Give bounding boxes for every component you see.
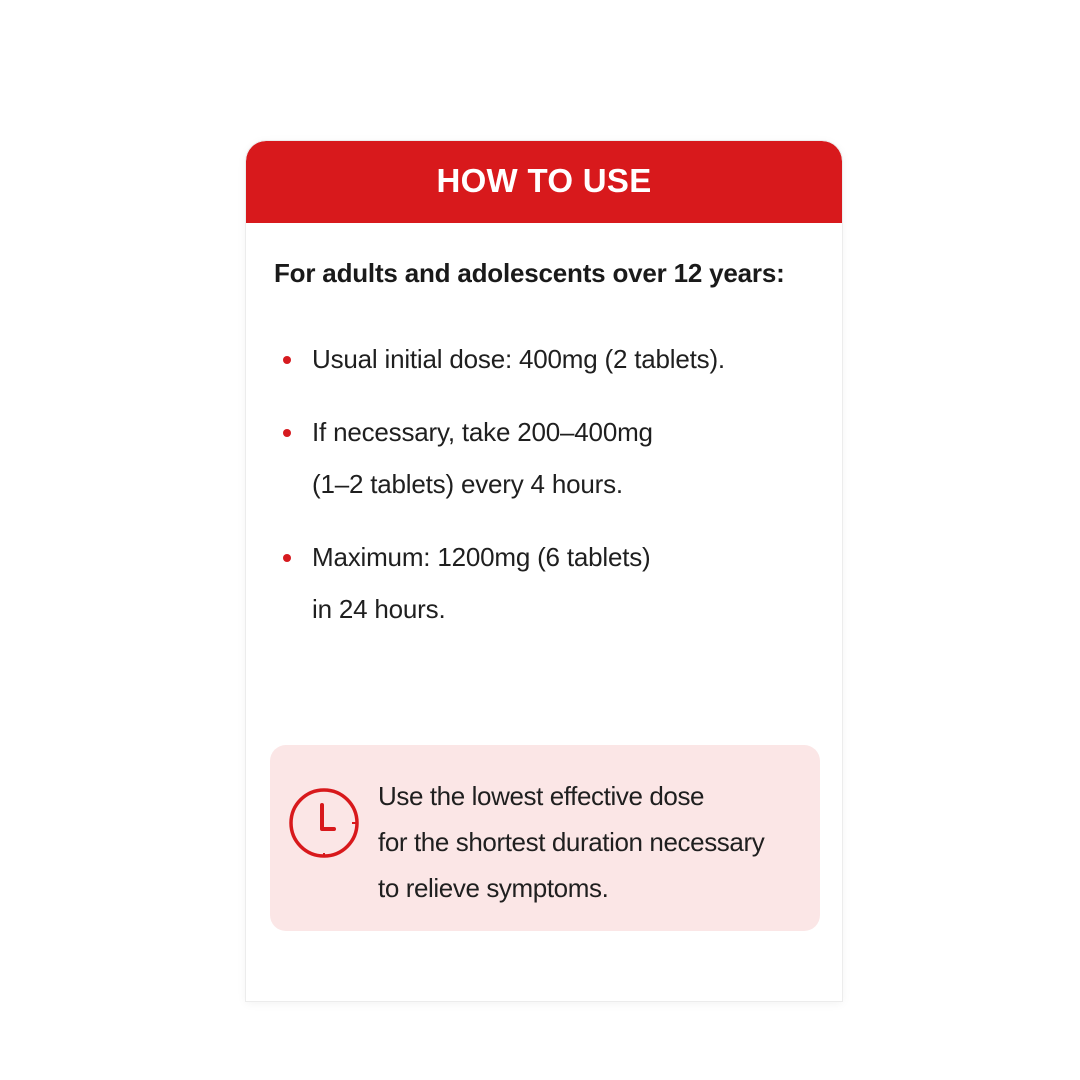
list-item-text: Maximum: 1200mg (6 tablets) in 24 hours. (312, 542, 651, 624)
card-header (246, 141, 842, 223)
how-to-use-card (246, 141, 842, 1001)
card-title: HOW TO USE (436, 162, 652, 199)
note-text: Use the lowest effective dose for the shortest duration necessary to relieve symptoms. (378, 781, 765, 903)
dosage-list (274, 333, 814, 656)
list-item-text: Usual initial dose: 400mg (2 tablets). (312, 344, 725, 374)
clock-icon (286, 785, 362, 861)
list-item-text: If necessary, take 200–400mg (1–2 tablets) every 4 hours. (312, 417, 653, 499)
bullet-dot-icon (283, 554, 291, 562)
list-item (274, 333, 814, 385)
bullet-dot-icon (283, 429, 291, 437)
intro-text: For adults and adolescents over 12 years: (274, 258, 785, 288)
bullet-dot-icon (283, 356, 291, 364)
list-item (274, 531, 814, 635)
dosage-note (270, 745, 820, 931)
list-item (274, 406, 814, 510)
